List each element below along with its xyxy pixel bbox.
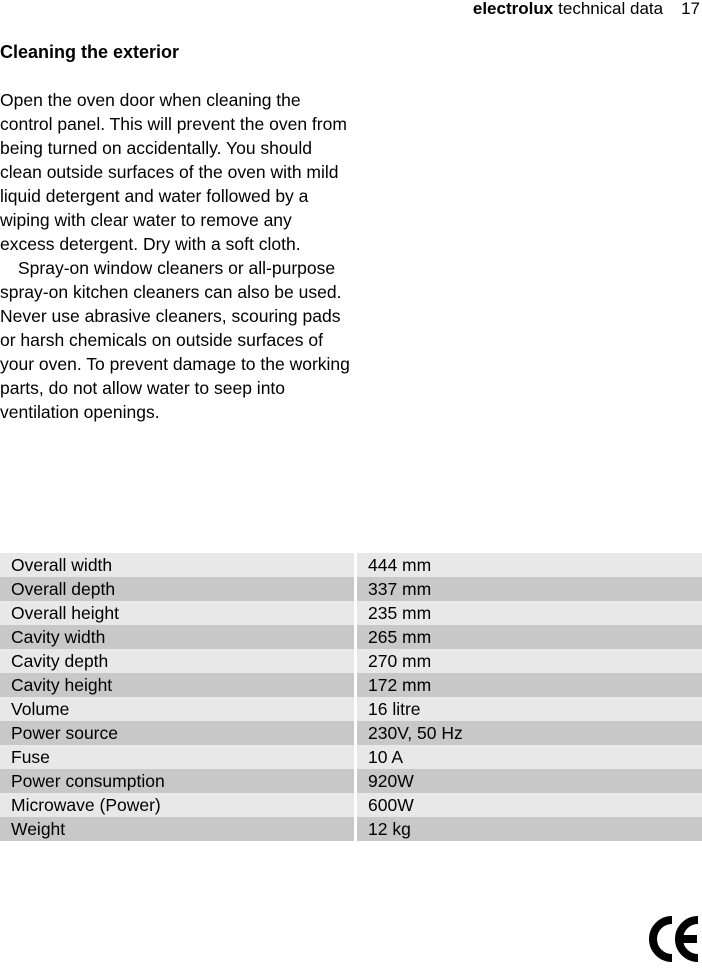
spec-label: Overall height: [0, 601, 356, 625]
spec-value: 265 mm: [356, 625, 702, 649]
spec-label: Cavity width: [0, 625, 356, 649]
spec-value: 444 mm: [356, 553, 702, 577]
spec-value: 337 mm: [356, 577, 702, 601]
spec-value: 12 kg: [356, 817, 702, 841]
spec-value: 920W: [356, 769, 702, 793]
spec-value: 16 litre: [356, 697, 702, 721]
table-row: [0, 769, 702, 793]
page-header: [473, 0, 702, 22]
table-row: [0, 697, 702, 721]
page-number: 17: [681, 0, 700, 18]
spec-label: Power source: [0, 721, 356, 745]
spec-label: Volume: [0, 697, 356, 721]
spec-label: Fuse: [0, 745, 356, 769]
spec-value: 270 mm: [356, 649, 702, 673]
table-row: [0, 793, 702, 817]
spec-label: Weight: [0, 817, 356, 841]
spec-value: 235 mm: [356, 601, 702, 625]
spec-label: Overall depth: [0, 577, 356, 601]
cleaning-instructions: [0, 88, 350, 424]
spec-label: Power consumption: [0, 769, 356, 793]
table-row: [0, 553, 702, 577]
table-row: [0, 601, 702, 625]
cleaning-paragraph-2: Spray-on window cleaners or all-purpose spray-on kitchen cleaners can also be used. Never use abrasive cleaners, scouring pads or harsh chemicals on outside surfaces of your oven. To prevent damage to the working parts, do not allow water to seep into ventilation openings.: [0, 258, 350, 422]
spec-value: 10 A: [356, 745, 702, 769]
table-row: [0, 625, 702, 649]
table-row: [0, 577, 702, 601]
section-name: technical data: [558, 0, 664, 18]
spec-label: Cavity height: [0, 673, 356, 697]
spec-label: Microwave (Power): [0, 793, 356, 817]
spec-value: 172 mm: [356, 673, 702, 697]
ce-mark-icon: [648, 912, 702, 966]
section-title: Cleaning the exterior: [0, 42, 180, 62]
table-row: [0, 673, 702, 697]
table-row: [0, 817, 702, 841]
table-row: [0, 721, 702, 745]
brand-name: electrolux: [472, 0, 554, 18]
cleaning-paragraph-1: Open the oven door when cleaning the control panel. This will prevent the oven from being turned on accidentally. You should clean outside surfaces of the oven with mild liquid detergent and water followed by a wiping with clear water to remove any excess detergent. Dry with a soft cloth.: [0, 90, 347, 254]
table-row: [0, 649, 702, 673]
spec-label: Overall width: [0, 553, 356, 577]
spec-value: 600W: [356, 793, 702, 817]
technical-data-table: [0, 553, 702, 841]
spec-value: 230V, 50 Hz: [356, 721, 702, 745]
table-row: [0, 745, 702, 769]
spec-label: Cavity depth: [0, 649, 356, 673]
